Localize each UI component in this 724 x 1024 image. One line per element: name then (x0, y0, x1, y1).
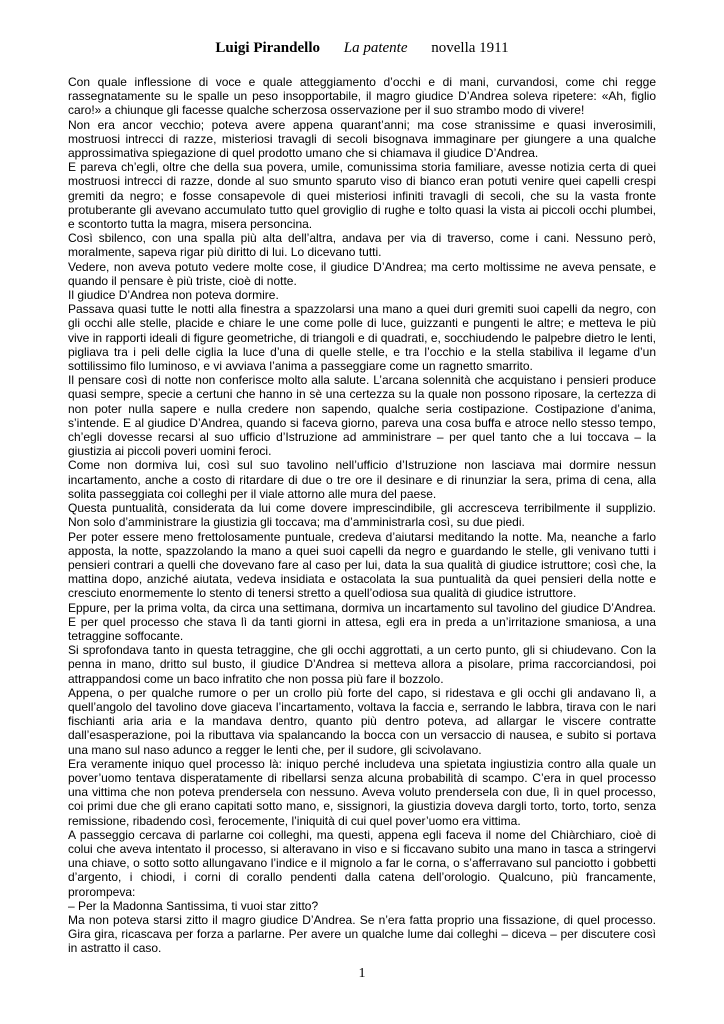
paragraph: Questa puntualità, considerata da lui come dovere imprescindibile, gli accresceva terribilmente il supplizio. Non solo d’amministrare la giustizia gli toccava; ma d’amministrarla così, su due piedi. (68, 501, 656, 530)
paragraph: Appena, o per qualche rumore o per un crollo più forte del capo, si ridestava e gli occhi gli andavano lì, a quell’angolo del tavolino dove giaceva l’incartamento, voltava la faccia e, serrando le labbra, tirava con le nari fischianti aria aria e la mandava dentro, quanto più dentro poteva, ad allargar le viscere contratte dall’esasperazione, poi la ributtava via spalancando la bocca con un versaccio di nausea, e subito si portava una mano sul naso adunco a regger le lenti che, per il sudore, gli scivolavano. (68, 685, 656, 757)
page-number: 1 (358, 966, 366, 981)
paragraph: Il pensare così di notte non conferisce molto alla salute. L’arcana solennità che acquistano i pensieri produce quasi sempre, specie a certuni che hanno in sè una certezza su la quale non possono riposare, la certezza di non poter nulla sapere e nulla credere non sapendo, qualche seria costipazione. Costipazione d’anima, s’intende. E al giudice D’Andrea, quando si faceva giorno, pareva una cosa buffa e atroce nello stesso tempo, ch’egli dovesse recarsi al suo ufficio d’Istruzione ad amministrare – per quel tanto che a lui toccava – la giustizia ai piccoli poveri uomini feroci. (68, 373, 656, 459)
work-title: La patente (343, 40, 408, 56)
paragraph: Era veramente iniquo quel processo là: iniquo perché includeva una spietata ingiustizia contro alla quale un pover’uomo tentava disperatamente di ribellarsi senza alcuna probabilità di scampo. C’era in quel processo una vittima che non poteva prendersela con nessuno. Aveva voluto prendersela con due, lì in quel processo, coi primi due che gli erano capitati sotto mano, e, sissignori, la giustizia doveva dargli torto, torto, torto, senza remissione, ribadendo così, ferocemente, l’iniquità di cui quel pover’uomo era vittima. (68, 756, 656, 828)
paragraph: Con quale inflessione di voce e quale atteggiamento d’occhi e di mani, curvandosi, come chi regge rassegnatamente su le spalle un peso insopportabile, il magro giudice D’Andrea soleva ripetere: «Ah, figlio caro!» a chiunque gli facesse qualche scherzosa osservazione per il suo strambo modo di vivere! (68, 75, 656, 118)
paragraph: Il giudice D’Andrea non poteva dormire. (68, 288, 279, 303)
paragraph: Non era ancor vecchio; poteva avere appena quarant’anni; ma cose stranissime e quasi inverosimili, mostruosi intrecci di razze, misteriosi travagli di secoli bisognava immaginare per giungere a una qualche approssimativa spiegazione di quel prodotto umano che si chiamava il giudice D’Andrea. (68, 117, 656, 161)
paragraph: Per poter essere meno frettolosamente puntuale, credeva d’aiutarsi meditando la notte. Ma, neanche a farlo apposta, la notte, spazzolando la mano a quei suoi capelli da negro e guardando le stelle, gli venivano tutti i pensieri contrari a quelli che dovevano fare al caso per lui, data la sua qualità di giudice istruttore; così che, la mattina dopo, anziché aiutata, vedeva insidiata e ostacolata la sua puntualità da quei pensieri della notte e cresciuto enormemente lo stento di tenersi stretto a quell’odiosa sua qualità di giudice istruttore. (68, 529, 656, 601)
author-name: Luigi Pirandello (215, 40, 320, 56)
paragraph: E pareva ch’egli, oltre che della sua povera, umile, comunissima storia familiare, avesse notizia certa di quei mostruosi intrecci di razze, donde al suo smunto sparuto viso di bianco eran potuti venire quei capelli crespi gremiti da negro; e fosse consapevole di quei misteriosi infiniti travagli di secoli, che su la vasta fronte protuberante gli avevano accumulato tutto quel groviglio di rughe e tolto quasi la vista ai piccoli occhi plumbei, e scontorto tutta la magra, misera personcina. (68, 160, 656, 232)
paragraph: Ma non poteva starsi zitto il magro giudice D’Andrea. Se n’era fatta proprio una fissazione, di quel processo. Gira gira, ricascava per forza a parlarne. Per avere un qualche lume dai colleghi – diceva – per discutere così in astratto il caso. (68, 912, 656, 956)
paragraph: Come non dormiva lui, così sul suo tavolino nell’ufficio d’Istruzione non lasciava mai dormire nessun incartamento, anche a costo di ritardare di due o tre ore il desinare e di rinunziar la sera, prima di cena, alla solita passeggiata coi colleghi per il viale attorno alle mura del paese. (68, 458, 656, 501)
paragraph: Eppure, per la prima volta, da circa una settimana, dormiva un incartamento sul tavolino del giudice D’Andrea. E per quel processo che stava lì da tanti giorni in attesa, egli era in preda a un’irritazione smaniosa, a una tetraggine soffocante. (68, 600, 656, 643)
paragraph: – Per la Madonna Santissima, ti vuoi star zitto? (68, 898, 319, 913)
paragraph: Così sbilenco, con una spalla più alta dell’altra, andava per via di traverso, come i cani. Nessuno però, moralmente, sapeva rigar più diritto di lui. Lo dicevano tutti. (68, 231, 656, 260)
story-text (68, 75, 656, 956)
work-genre-year: novella 1911 (431, 40, 509, 56)
page-header (0, 40, 724, 57)
paragraph: Passava quasi tutte le notti alla finestra a spazzolarsi una mano a quei duri gremiti suoi capelli da negro, con gli occhi alle stelle, placide e chiare le une come polle di luce, guizzanti e pungenti le altre; e metteva le più vive in rapporti ideali di figure geometriche, di triangoli e di quadrati, e, socchiudendo le palpebre dietro le lenti, pigliava tra i peli delle ciglia la luce d’una di quelle stelle, e tra l’occhio e la stella stabiliva il legame d’un sottilissimo filo luminoso, e vi avviava l’anima a passeggiare come un ragnetto smarrito. (68, 302, 656, 374)
paragraph: Vedere, non aveva potuto vedere molte cose, il giudice D’Andrea; ma certo moltissime ne aveva pensate, e quando il pensare è più triste, cioè di notte. (68, 259, 656, 288)
paragraph: Si sprofondava tanto in questa tetraggine, che gli occhi aggrottati, a un certo punto, gli si chiudevano. Con la penna in mano, dritto sul busto, il giudice D’Andrea si metteva allora a pisolare, prima raccorciandosi, poi attrappandosi come un baco infratito che non possa più fare il bozzolo. (68, 643, 656, 686)
paragraph: A passeggio cercava di parlarne coi colleghi, ma questi, appena egli faceva il nome del Chiàrchiaro, cioè di colui che aveva intentato il processo, si alteravano in viso e si ficcavano subito una mano in tasca a stringervi una chiave, o sotto sotto allungavano l’indice e il mignolo a far le corna, o s’afferravano sul panciotto i gobbetti d’argento, i chiodi, i corni di corallo pendenti dalla catena dell’orologio. Qualcuno, più francamente, prorompeva: (68, 827, 656, 899)
